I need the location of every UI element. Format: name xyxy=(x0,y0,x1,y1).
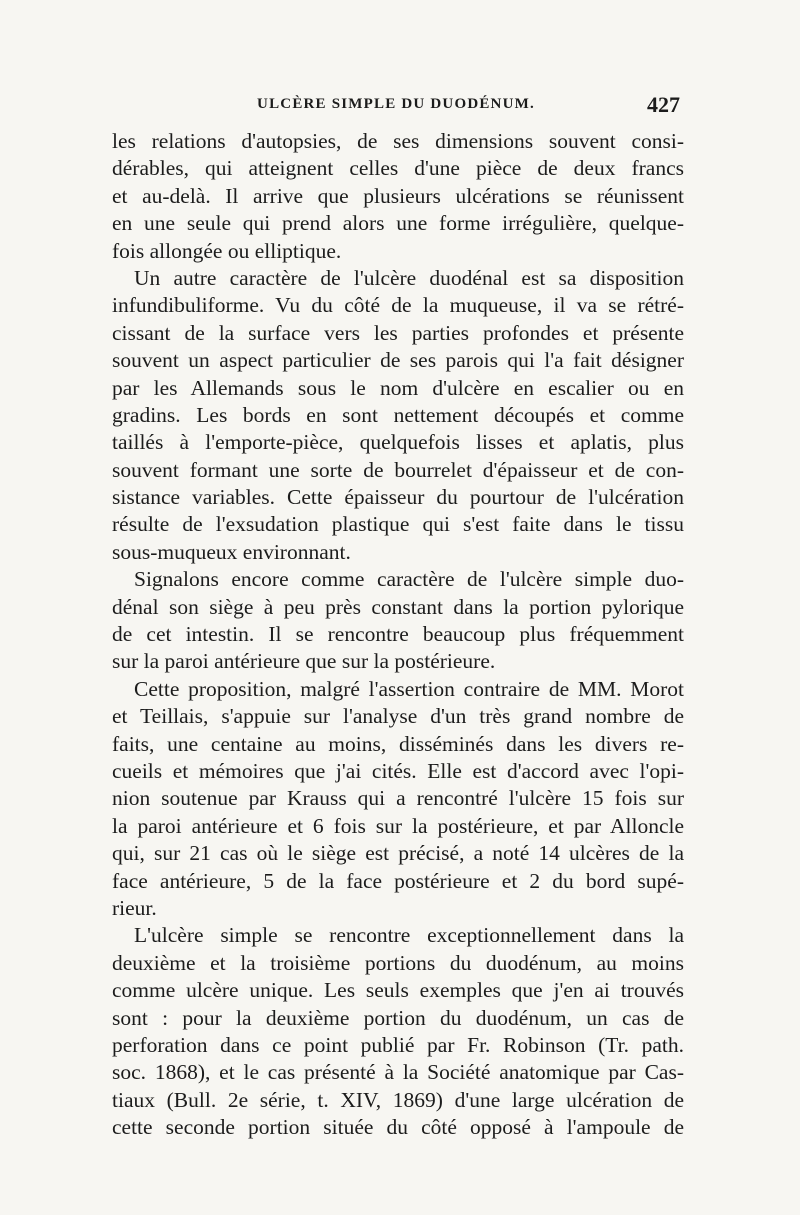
body-text xyxy=(112,128,684,1141)
text-line: sous-muqueux environnant. xyxy=(112,539,351,564)
text-line: L'ulcère simple se rencontre exceptionnellement dans la xyxy=(134,923,684,948)
text-line: perforation dans ce point publié par Fr. Robinson (Tr. path. xyxy=(112,1032,684,1057)
text-line: de cet intestin. Il se rencontre beaucoup plus fréquemment xyxy=(112,622,684,647)
text-line: par les Allemands sous le nom d'ulcère en escalier ou en xyxy=(112,375,684,400)
text-line: sont : pour la deuxième portion du duodénum, un cas de xyxy=(112,1005,684,1030)
text-line: nion soutenue par Krauss qui a rencontré l'ulcère 15 fois sur xyxy=(112,786,684,811)
text-line: fois allongée ou elliptique. xyxy=(112,238,342,263)
text-line: face antérieure, 5 de la face postérieure et 2 du bord supé- xyxy=(112,868,684,893)
text-line: la paroi antérieure et 6 fois sur la postérieure, et par Alloncle xyxy=(112,813,684,838)
text-line: tiaux (Bull. 2e série, t. XIV, 1869) d'une large ulcération de xyxy=(112,1087,684,1112)
text-line: cissant de la surface vers les parties profondes et présente xyxy=(112,320,684,345)
text-line: les relations d'autopsies, de ses dimensions souvent consi- xyxy=(112,129,684,153)
text-line: deuxième et la troisième portions du duodénum, au moins xyxy=(112,950,684,975)
text-line: Un autre caractère de l'ulcère duodénal est sa disposition xyxy=(134,265,684,290)
text-line: cette seconde portion située du côté opposé à l'ampoule de xyxy=(112,1115,684,1140)
text-line: sur la paroi antérieure que sur la postérieure. xyxy=(112,649,496,674)
text-line: souvent formant une sorte de bourrelet d'épaisseur et de con- xyxy=(112,457,684,482)
text-line: résulte de l'exsudation plastique qui s'est faite dans le tissu xyxy=(112,512,684,537)
text-line: soc. 1868), et le cas présenté à la Société anatomique par Cas- xyxy=(112,1060,684,1085)
text-line: et Teillais, s'appuie sur l'analyse d'un très grand nombre de xyxy=(112,704,684,729)
running-head: ULCÈRE SIMPLE DU DUODÉNUM. xyxy=(257,96,535,112)
text-line: gradins. Les bords en sont nettement découpés et comme xyxy=(112,402,684,427)
text-line: en une seule qui prend alors une forme irrégulière, quelque- xyxy=(112,211,684,236)
text-line: et au-delà. Il arrive que plusieurs ulcérations se réunissent xyxy=(112,183,684,208)
text-line: sistance variables. Cette épaisseur du pourtour de l'ulcération xyxy=(112,485,684,510)
text-line: Cette proposition, malgré l'assertion contraire de MM. Morot xyxy=(134,676,684,701)
text-line: Signalons encore comme caractère de l'ulcère simple duo- xyxy=(134,567,684,592)
text-line: cueils et mémoires que j'ai cités. Elle est d'accord avec l'opi- xyxy=(112,758,684,783)
text-line: rieur. xyxy=(112,895,157,920)
text-line: dérables, qui atteignent celles d'une pièce de deux francs xyxy=(112,156,684,181)
text-line: infundibuliforme. Vu du côté de la muqueuse, il va se rétré- xyxy=(112,293,684,318)
page-number: 427 xyxy=(647,92,680,117)
text-line: taillés à l'emporte-pièce, quelquefois lisses et aplatis, plus xyxy=(112,430,684,455)
page-header xyxy=(112,92,680,120)
text-line: faits, une centaine au moins, disséminés dans les divers re- xyxy=(112,731,684,756)
text-line: comme ulcère unique. Les seuls exemples que j'en ai trouvés xyxy=(112,978,684,1003)
text-line: qui, sur 21 cas où le siège est précisé, a noté 14 ulcères de la xyxy=(112,841,684,866)
text-line: souvent un aspect particulier de ses parois qui l'a fait désigner xyxy=(112,348,684,373)
text-line: dénal son siège à peu près constant dans la portion pylorique xyxy=(112,594,684,619)
